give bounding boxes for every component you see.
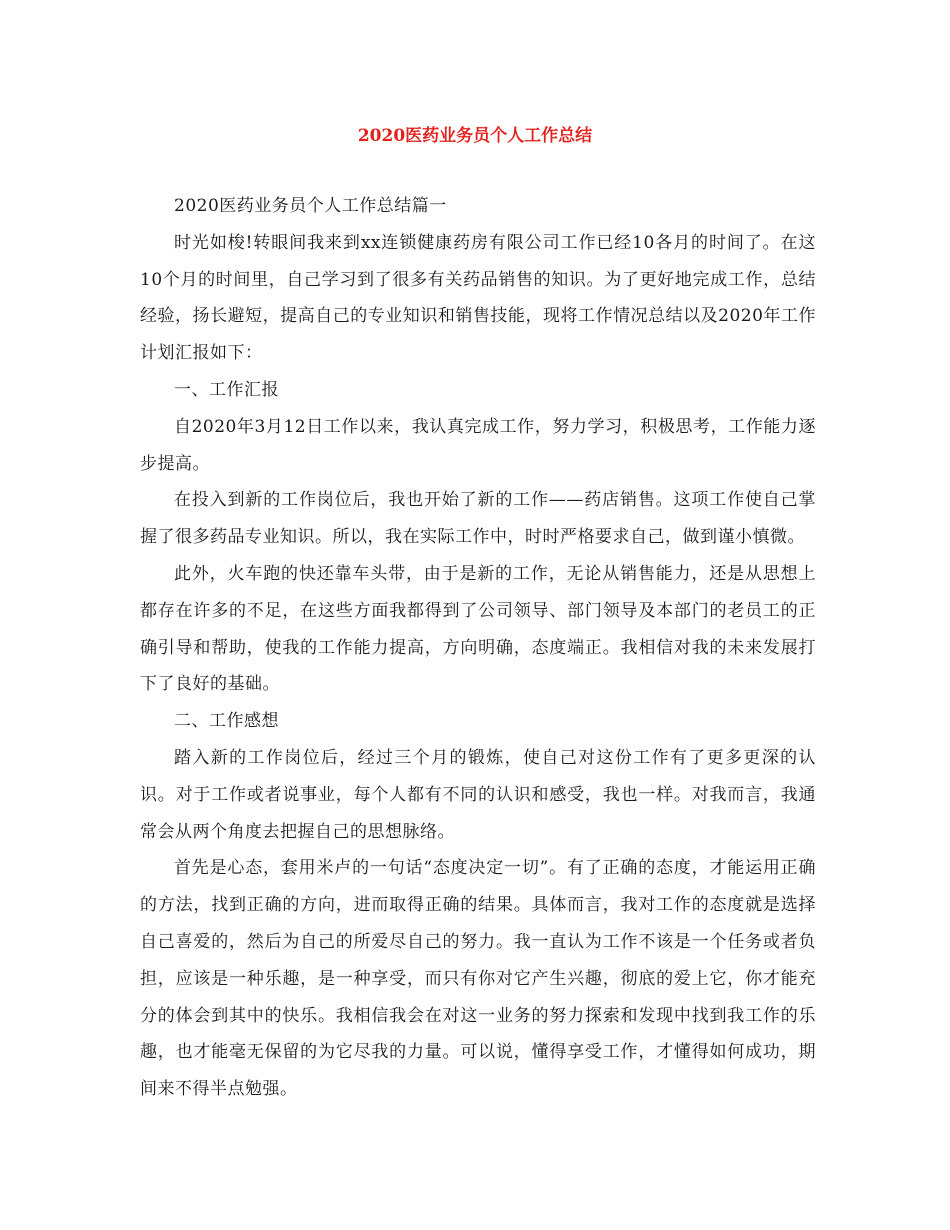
body-paragraph: 自2020年3月12日工作以来，我认真完成工作，努力学习，积极思考，工作能力逐步提高。 [140,416,816,474]
body-paragraph: 此外，火车跑的快还靠车头带，由于是新的工作，无论从销售能力，还是从思想上都存在许多的不足，在这些方面我都得到了公司领导、部门领导及本部门的老员工的正确引导和帮助，使我的工作能力提高，方向明确，态度端正。我相信对我的未来发展打下了良好的基础。 [140,563,816,695]
document-title: 2020医药业务员个人工作总结 [357,126,593,146]
body-paragraph: 时光如梭!转眼间我来到xx连锁健康药房有限公司工作已经10各月的时间了。在这10个月的时间里，自己学习到了很多有关药品销售的知识。为了更好地完成工作，总结经验，扬长避短，提高自己的专业知识和销售技能，现将工作情况总结以及2020年工作计划汇报如下： [140,232,816,364]
section-heading: 一、工作汇报 [174,379,279,400]
body-paragraph: 首先是心态，套用米卢的一句话“态度决定一切”。有了正确的态度，才能运用正确的方法，找到正确的方向，进而取得正确的结果。具体而言，我对工作的态度就是选择自己喜爱的，然后为自己的所爱尽自己的努力。我一直认为工作不该是一个任务或者负担，应该是一种乐趣，是一种享受，而只有你对它产生兴趣，彻底的爱上它，你才能充分的体会到其中的快乐。我相信我会在对这一业务的努力探索和发现中找到我工作的乐趣，也才能毫无保留的为它尽我的力量。可以说，懂得享受工作，才懂得如何成功，期间来不得半点勉强。 [140,858,816,1100]
body-paragraph: 踏入新的工作岗位后，经过三个月的锻炼，使自己对这份工作有了更多更深的认识。对于工作或者说事业，每个人都有不同的认识和感受，我也一样。对我而言，我通常会从两个角度去把握自己的思想脉络。 [140,747,816,842]
document-body [140,188,816,1108]
section-heading: 2020医药业务员个人工作总结篇一 [174,196,447,216]
section-heading: 二、工作感想 [174,711,279,732]
body-paragraph: 在投入到新的工作岗位后，我也开始了新的工作——药店销售。这项工作使自己掌握了很多药品专业知识。所以，我在实际工作中，时时严格要求自己，做到谨小慎微。 [140,490,816,548]
